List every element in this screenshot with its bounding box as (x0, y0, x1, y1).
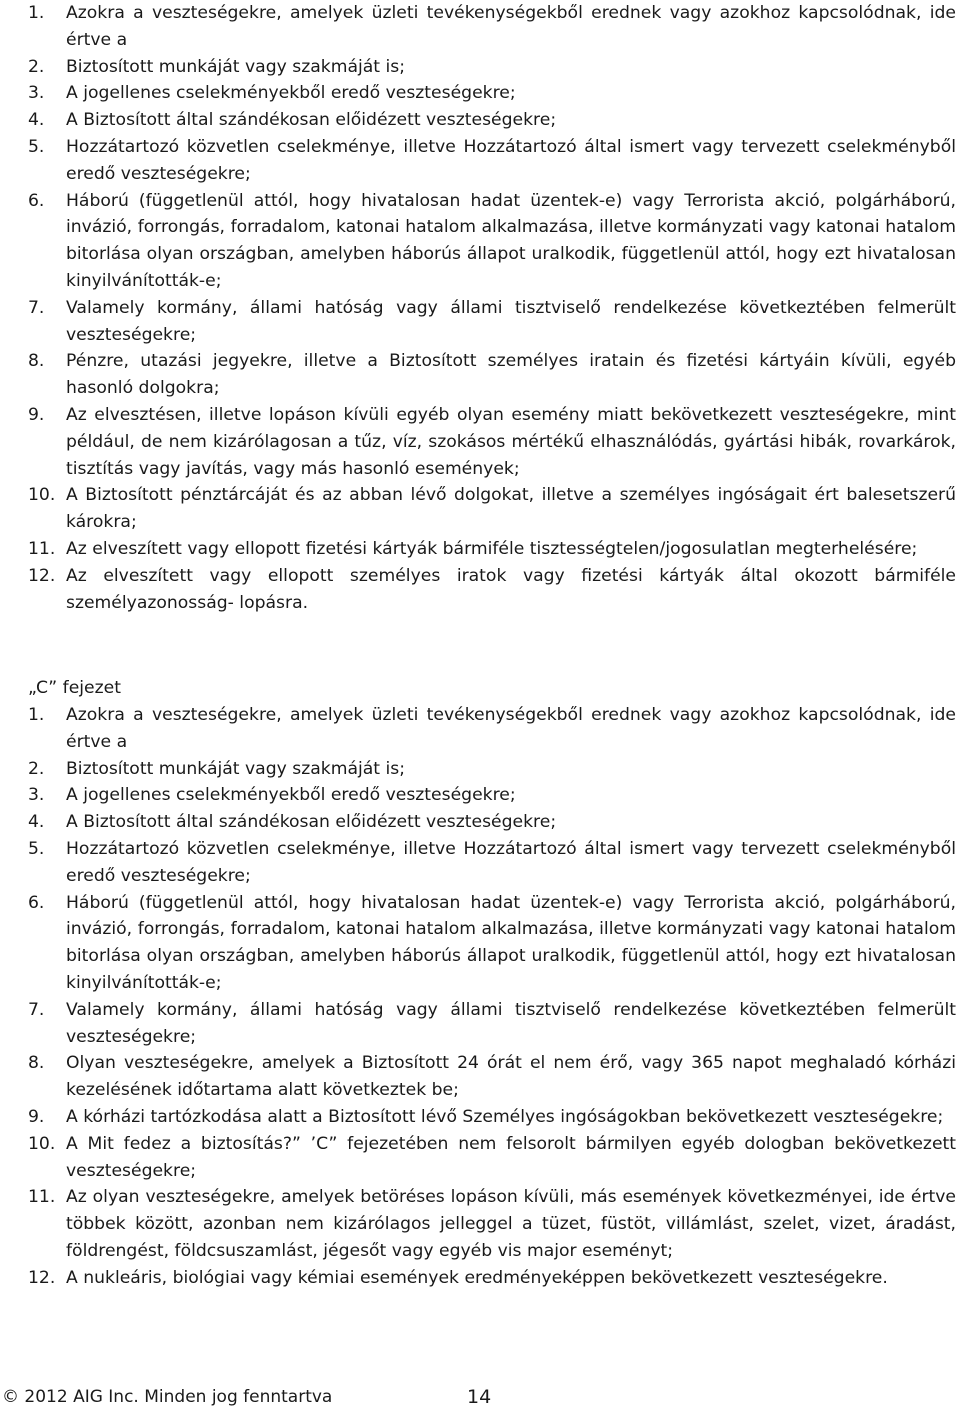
list-item (28, 295, 956, 349)
list-item (28, 54, 956, 81)
item-text: Hozzátartozó közvetlen cselekménye, illetve Hozzátartozó által ismert vagy tervezett cselekményből eredő veszteségekre; (66, 838, 956, 886)
item-text: Valamely kormány, állami hatóság vagy állami tisztviselő rendelkezése következtében felmerült veszteségekre; (66, 297, 956, 345)
item-text: Háború (függetlenül attól, hogy hivatalosan hadat üzentek-e) vagy Terrorista akció, polgárháború, invázió, forrongás, forradalom, katonai hatalom alkalmazása, illetve kormányzati vagy katonai hatalom bitorlása olyan országban, amelyben háborús állapot uralkodik, függetlenül attól, hogy ezt hivatalosan kinyilvánították-e; (66, 190, 956, 291)
item-text: Az olyan veszteségekre, amelyek betöréses lopáson kívüli, más események következményei, ide értve többek között, azonban nem kizárólagos jelleggel a tüzet, füstöt, villámlást, szelet, vizet, áradást, földrengést, földcsuszamlást, jégesőt vagy egyéb vis major eseményt; (66, 1187, 956, 1261)
list-item (28, 402, 956, 482)
list-item (28, 134, 956, 188)
item-text: Biztosított munkáját vagy szakmáját is; (66, 56, 406, 77)
item-number: 9. (28, 1106, 45, 1127)
item-number: 12. (28, 565, 56, 586)
item-number: 8. (28, 1053, 45, 1074)
item-number: 2. (28, 758, 45, 779)
list-item (28, 782, 956, 809)
list-item (28, 0, 956, 54)
list-item (28, 756, 956, 783)
copyright-text: © 2012 AIG Inc. Minden jog fenntartva (2, 1387, 333, 1407)
item-number: 3. (28, 83, 45, 104)
item-text: Pénzre, utazási jegyekre, illetve a Biztosított személyes iratain és fizetési kártyáin kívüli, egyéb hasonló dolgokra; (66, 351, 956, 399)
item-text: A Biztosított által szándékosan előidézett veszteségekre; (66, 110, 557, 131)
item-number: 6. (28, 892, 45, 913)
item-text: Az elvesztésen, illetve lopáson kívüli egyéb olyan esemény miatt bekövetkezett veszteségekre, mint például, de nem kizárólagosan a tűz, víz, szokásos mértékű elhasználódás, gyártási hibák, rovarkárok, tisztítás vagy javítás, vagy más hasonló események; (66, 404, 956, 479)
list-item (28, 1265, 956, 1292)
list-item (28, 107, 956, 134)
list-item (28, 890, 956, 997)
item-number: 9. (28, 404, 45, 425)
list-item (28, 836, 956, 890)
list-item (28, 997, 956, 1051)
page-number: 14 (467, 1386, 492, 1408)
item-number: 12. (28, 1267, 56, 1288)
item-text: Azokra a veszteségekre, amelyek üzleti tevékenységekből erednek vagy azokhoz kapcsolódnak, ide értve a (66, 3, 956, 50)
item-text: A jogellenes cselekményekből eredő veszteségekre; (66, 785, 516, 806)
list-item (28, 348, 956, 402)
exclusions-list-c (28, 702, 956, 1292)
item-number: 2. (28, 56, 45, 77)
list-item (28, 1184, 956, 1264)
item-text: A nukleáris, biológiai vagy kémiai események eredményeképpen bekövetkezett veszteségekre. (66, 1267, 888, 1288)
item-text: Valamely kormány, állami hatóság vagy állami tisztviselő rendelkezése következtében felmerült veszteségekre; (66, 999, 956, 1047)
item-number: 1. (28, 705, 45, 725)
item-number: 7. (28, 297, 45, 318)
item-text: Azokra a veszteségekre, amelyek üzleti tevékenységekből erednek vagy azokhoz kapcsolódnak, ide értve a (66, 705, 956, 752)
item-text: Az elveszített vagy ellopott személyes iratok vagy fizetési kártyák által okozott bármiféle személyazonosság- lopásra. (66, 565, 956, 613)
item-number: 8. (28, 351, 45, 372)
section-c-heading: „C” fejezet (28, 678, 121, 698)
list-item (28, 1131, 956, 1185)
item-text: A Mit fedez a biztosítás?” ’C” fejezetében nem felsorolt bármilyen egyéb dologban bekövetkezett veszteségekre; (66, 1133, 956, 1181)
exclusions-list-b (28, 0, 956, 616)
item-text: Hozzátartozó közvetlen cselekménye, illetve Hozzátartozó által ismert vagy tervezett cselekményből eredő veszteségekre; (66, 136, 956, 184)
item-number: 10. (28, 1133, 56, 1154)
item-text: A jogellenes cselekményekből eredő veszteségekre; (66, 83, 516, 104)
item-number: 5. (28, 136, 45, 157)
list-item (28, 80, 956, 107)
list-item (28, 1104, 956, 1131)
item-text: A Biztosított pénztárcáját és az abban lévő dolgokat, illetve a személyes ingóságait ért balesetszerű károkra; (66, 485, 956, 533)
item-number: 4. (28, 110, 45, 131)
list-item (28, 563, 956, 617)
item-number: 7. (28, 999, 45, 1020)
list-item (28, 482, 956, 536)
item-text: A kórházi tartózkodása alatt a Biztosított lévő Személyes ingóságokban bekövetkezett veszteségekre; (66, 1106, 944, 1127)
page-footer (0, 1384, 960, 1410)
item-number: 5. (28, 838, 45, 859)
list-item (28, 536, 956, 563)
item-text: A Biztosított által szándékosan előidézett veszteségekre; (66, 812, 557, 833)
list-item (28, 702, 956, 756)
item-text: Háború (függetlenül attól, hogy hivatalosan hadat üzentek-e) vagy Terrorista akció, polgárháború, invázió, forrongás, forradalom, katonai hatalom alkalmazása, illetve kormányzati vagy katonai hatalom bitorlása olyan országban, amelyben háborús állapot uralkodik, függetlenül attól, hogy ezt hivatalosan kinyilvánították-e; (66, 892, 956, 993)
item-number: 3. (28, 785, 45, 806)
item-number: 4. (28, 812, 45, 833)
item-number: 6. (28, 190, 45, 211)
item-number: 1. (28, 3, 45, 23)
list-item (28, 1050, 956, 1104)
item-text: Biztosított munkáját vagy szakmáját is; (66, 758, 406, 779)
item-number: 11. (28, 538, 56, 559)
list-item (28, 809, 956, 836)
item-text: Az elveszített vagy ellopott fizetési kártyák bármiféle tisztességtelen/jogosulatlan megterhelésére; (66, 538, 918, 559)
item-number: 10. (28, 485, 56, 506)
item-number: 11. (28, 1187, 56, 1208)
item-text: Olyan veszteségekre, amelyek a Biztosított 24 órát el nem érő, vagy 365 napot meghaladó kórházi kezelésének időtartama alatt következtek be; (66, 1053, 956, 1101)
list-item (28, 188, 956, 295)
